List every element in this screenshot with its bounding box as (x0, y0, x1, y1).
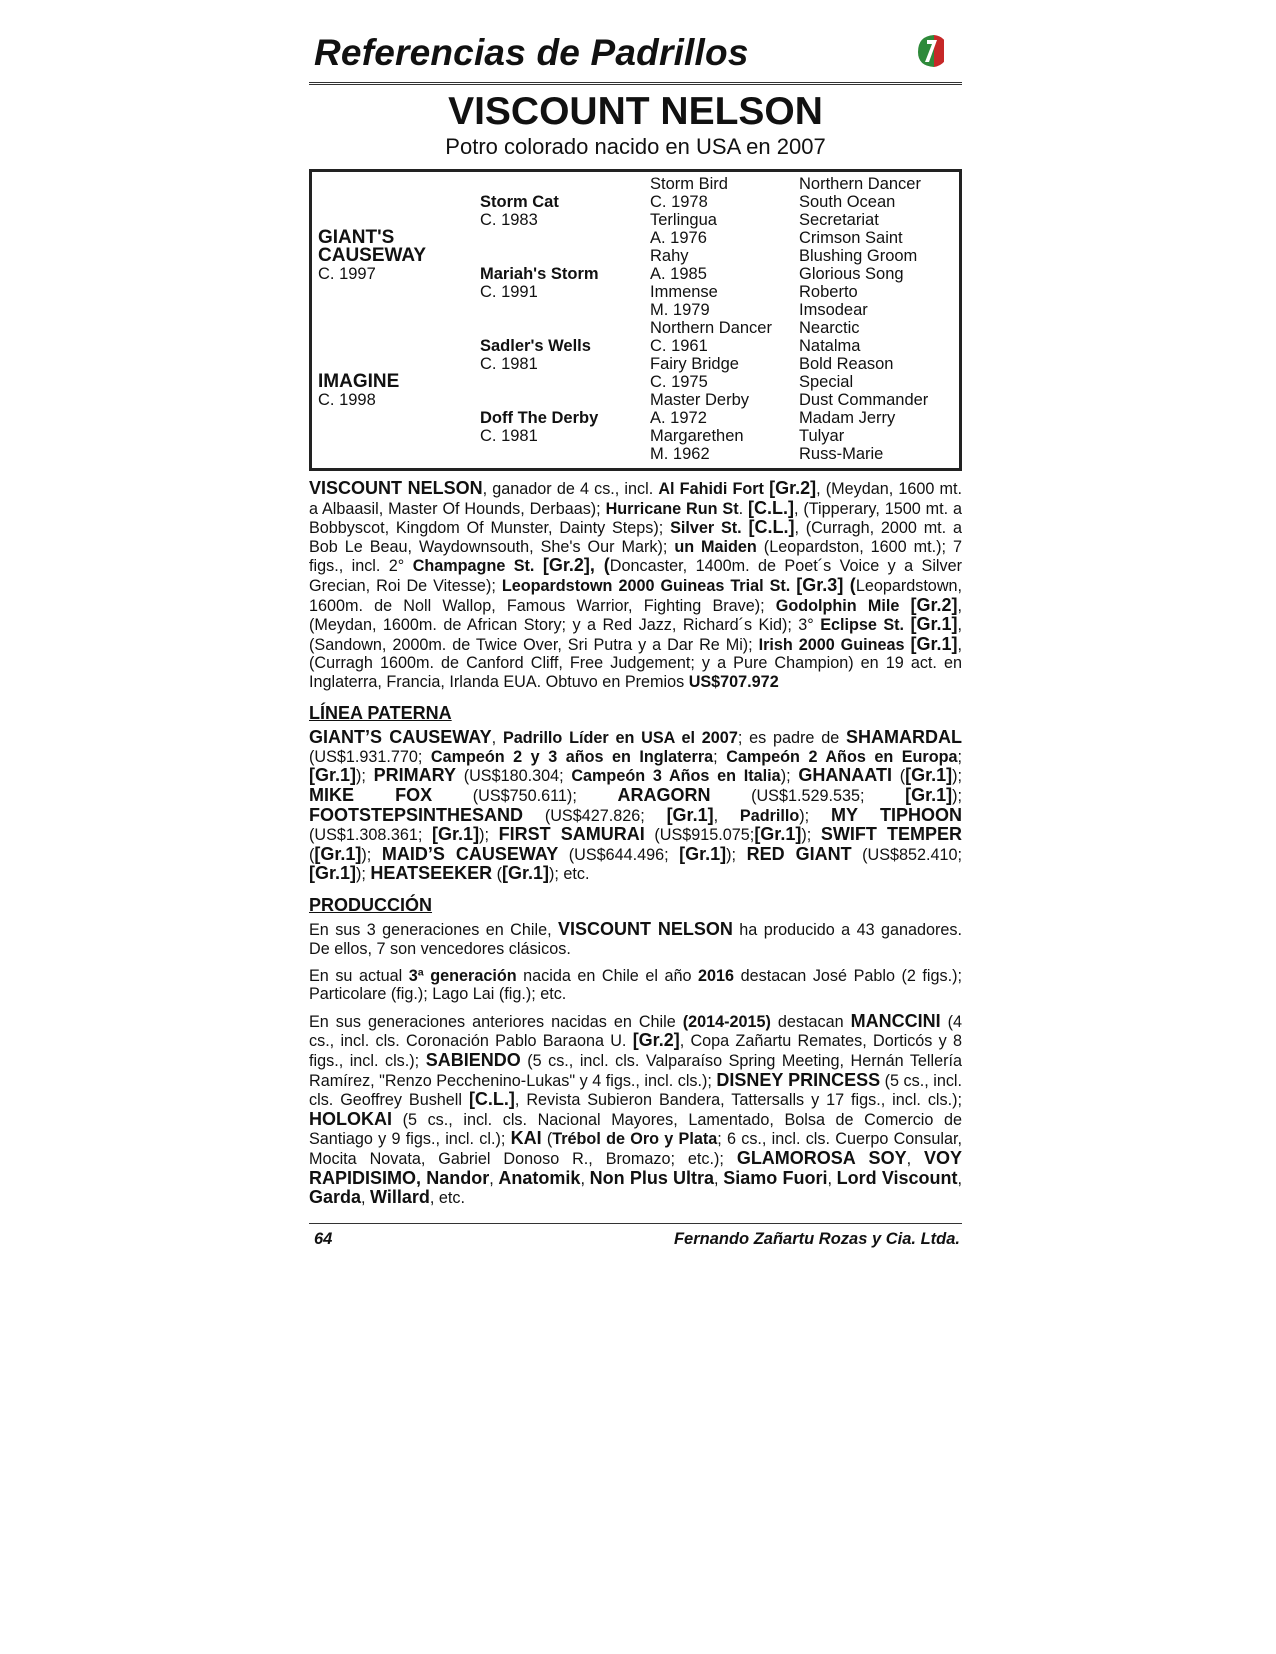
page-footer (309, 1223, 962, 1249)
pedigree-cell: Special (799, 373, 854, 391)
pedigree-cell: Master Derby (650, 391, 750, 409)
pedigree-cell: Mariah's Storm (480, 265, 599, 283)
pedigree-cell: C. 1997 (318, 265, 376, 283)
pedigree-cell: Margarethen (650, 427, 744, 445)
pedigree-cell: Imsodear (799, 301, 868, 319)
pedigree-cell: Sadler's Wells (480, 337, 591, 355)
page (309, 30, 962, 1208)
paterna-heading: LÍNEA PATERNA (309, 702, 452, 723)
pedigree-cell: A. 1985 (650, 265, 707, 283)
pedigree-cell: Roberto (799, 283, 858, 301)
pedigree-cell: Secretariat (799, 211, 879, 229)
pedigree-cell: Nearctic (799, 319, 860, 337)
pedigree-cell: Madam Jerry (799, 409, 896, 427)
pedigree-cell: C. 1983 (480, 211, 538, 229)
pedigree-cell: Crimson Saint (799, 229, 903, 247)
publisher: Fernando Zañartu Rozas y Cia. Ltda. (673, 1230, 960, 1248)
page-header (309, 30, 962, 85)
pedigree-cell: Northern Dancer (799, 175, 921, 193)
pedigree-cell: Terlingua (650, 211, 717, 229)
logo-icon (914, 32, 952, 70)
pedigree-cell: Bold Reason (799, 355, 894, 373)
horse-subtitle: Potro colorado nacido en USA en 2007 (445, 134, 826, 159)
pedigree-cell: Russ-Marie (799, 445, 884, 463)
produccion-paragraph-2: En su actual 3ª generación nacida en Chile el año 2016 destacan José Pablo (2 figs.); Particolare (fig.); Lago Lai (fig.); etc. (309, 966, 963, 1004)
pedigree-table (309, 169, 962, 471)
pedigree-cell: Doff The Derby (480, 409, 599, 427)
produccion-paragraph-3: En sus generaciones anteriores nacidas en Chile (2014-2015) destacan MANCCINI (4 cs., incl. cls. Coronación Pablo Baraona U. [Gr.2], Copa Zañartu Remates, Dorticós y 8 figs., incl. cls.); SABIENDO (5 cs., incl. cls. Valparaíso Spring Meeting, Hernán Tellería Ramírez, "Renzo Pecchenino-Lukas" y 4 figs., incl. cls.); DISNEY PRINCESS (5 cs., incl. cls. Geoffrey Bushell [C.L.], Revista Subieron Bandera, Tattersalls y 17 figs., incl. cls.); HOLOKAI (5 cs., incl. cls. Nacional Mayores, Lamentado, Bolsa de Comercio de Santiago y 9 figs., incl. cl.); KAI (Trébol de Oro y Plata; 6 cs., incl. cls. Cuerpo Consular, Mocita Novata, Gabriel Donoso R., Bromazo; etc.); GLAMOROSA SOY, VOY RAPIDISIMO, Nandor, Anatomik, Non Plus Ultra, Siamo Fuori, Lord Viscount, Garda, Willard, etc. (309, 1010, 963, 1208)
pedigree-cell: C. 1998 (318, 391, 376, 409)
pedigree-cell: C. 1978 (650, 193, 708, 211)
pedigree-cell: Natalma (799, 337, 861, 355)
pedigree-cell: A. 1976 (650, 229, 707, 247)
page-title: Referencias de Padrillos (314, 32, 749, 73)
pedigree-cell: Fairy Bridge (650, 355, 739, 373)
pedigree-cell: Storm Cat (480, 193, 559, 211)
pedigree-cell: C. 1991 (480, 283, 538, 301)
race-record-paragraph: VISCOUNT NELSON, ganador de 4 cs., incl. Al Fahidi Fort [Gr.2], (Meydan, 1600 mt. a Albaasil, Master Of Hounds, Derbaas); Hurricane Run St. [C.L.], (Tipperary, 1500 mt. a Bobbyscot, Kingdom Of Munster, Dainty Steps); Silver St. [C.L.], (Curragh, 2000 mt. a Bob Le Beau, Waydownsouth, She's Our Mark); un Maiden (Leopardston, 1600 mt.); 7 figs., incl. 2° Champagne St. [Gr.2], (Doncaster, 1400m. de Poet´s Voice y a Silver Grecian, Roi De Vitesse); Leopardstown 2000 Guineas Trial St. [Gr.3] (Leopardstown, 1600m. de Noll Wallop, Famous Warrior, Fighting Brave); Godolphin Mile [Gr.2], (Meydan, 1600m. de African Story; y a Red Jazz, Richard´s Kid); 3° Eclipse St. [Gr.1], (Sandown, 2000m. de Twice Over, Sri Putra y a Dar Re Mi); Irish 2000 Guineas [Gr.1], (Curragh 1600m. de Canford Cliff, Free Judgement; y a Pure Champion) en 19 act. en Inglaterra, Francia, Irlanda EUA. Obtuvo en Premios US$707.972 (309, 478, 963, 691)
paterna-paragraph: GIANT’S CAUSEWAY, Padrillo Líder en USA el 2007; es padre de SHAMARDAL (US$1.931.770; Campeón 2 y 3 años en Inglaterra; Campeón 2 Años en Europa; [Gr.1]); PRIMARY (US$180.304; Campeón 3 Años en Italia); GHANAATI ([Gr.1]); MIKE FOX (US$750.611); ARAGORN (US$1.529.535; [Gr.1]); FOOTSTEPSINTHESAND (US$427.826; [Gr.1], Padrillo); MY TIPHOON (US$1.308.361; [Gr.1]); FIRST SAMURAI (US$915.075;[Gr.1]); SWIFT TEMPER ([Gr.1]); MAID’S CAUSEWAY (US$644.496; [Gr.1]); RED GIANT (US$852.410; [Gr.1]); HEATSEEKER ([Gr.1]); etc. (309, 727, 963, 884)
horse-name: VISCOUNT NELSON (448, 90, 823, 133)
pedigree-cell: C. 1975 (650, 373, 708, 391)
produccion-heading: PRODUCCIÓN (309, 894, 433, 915)
pedigree-cell: GIANT'S (318, 227, 395, 248)
pedigree-cell: Northern Dancer (650, 319, 772, 337)
pedigree-cell: A. 1972 (650, 409, 707, 427)
pedigree-cell: Glorious Song (799, 265, 904, 283)
pedigree-cell: M. 1962 (650, 445, 710, 463)
pedigree-cell: CAUSEWAY (318, 245, 427, 266)
body-text (309, 479, 962, 1208)
page-number: 64 (314, 1230, 333, 1248)
pedigree-cell: Immense (650, 283, 718, 301)
pedigree-cell: M. 1979 (650, 301, 710, 319)
pedigree-cell: Storm Bird (650, 175, 728, 193)
pedigree-cell: IMAGINE (318, 371, 400, 392)
pedigree-cell: Blushing Groom (799, 247, 918, 265)
pedigree-cell: Tulyar (799, 427, 845, 445)
pedigree-cell: C. 1961 (650, 337, 708, 355)
produccion-paragraph-1: En sus 3 generaciones en Chile, VISCOUNT NELSON ha producido a 43 ganadores. De ellos, 7 son vencedores clásicos. (309, 919, 962, 959)
pedigree-cell: C. 1981 (480, 427, 538, 445)
pedigree-cell: Dust Commander (799, 391, 929, 409)
pedigree-cell: Rahy (650, 247, 689, 265)
pedigree-cell: South Ocean (799, 193, 896, 211)
pedigree-cell: C. 1981 (480, 355, 538, 373)
